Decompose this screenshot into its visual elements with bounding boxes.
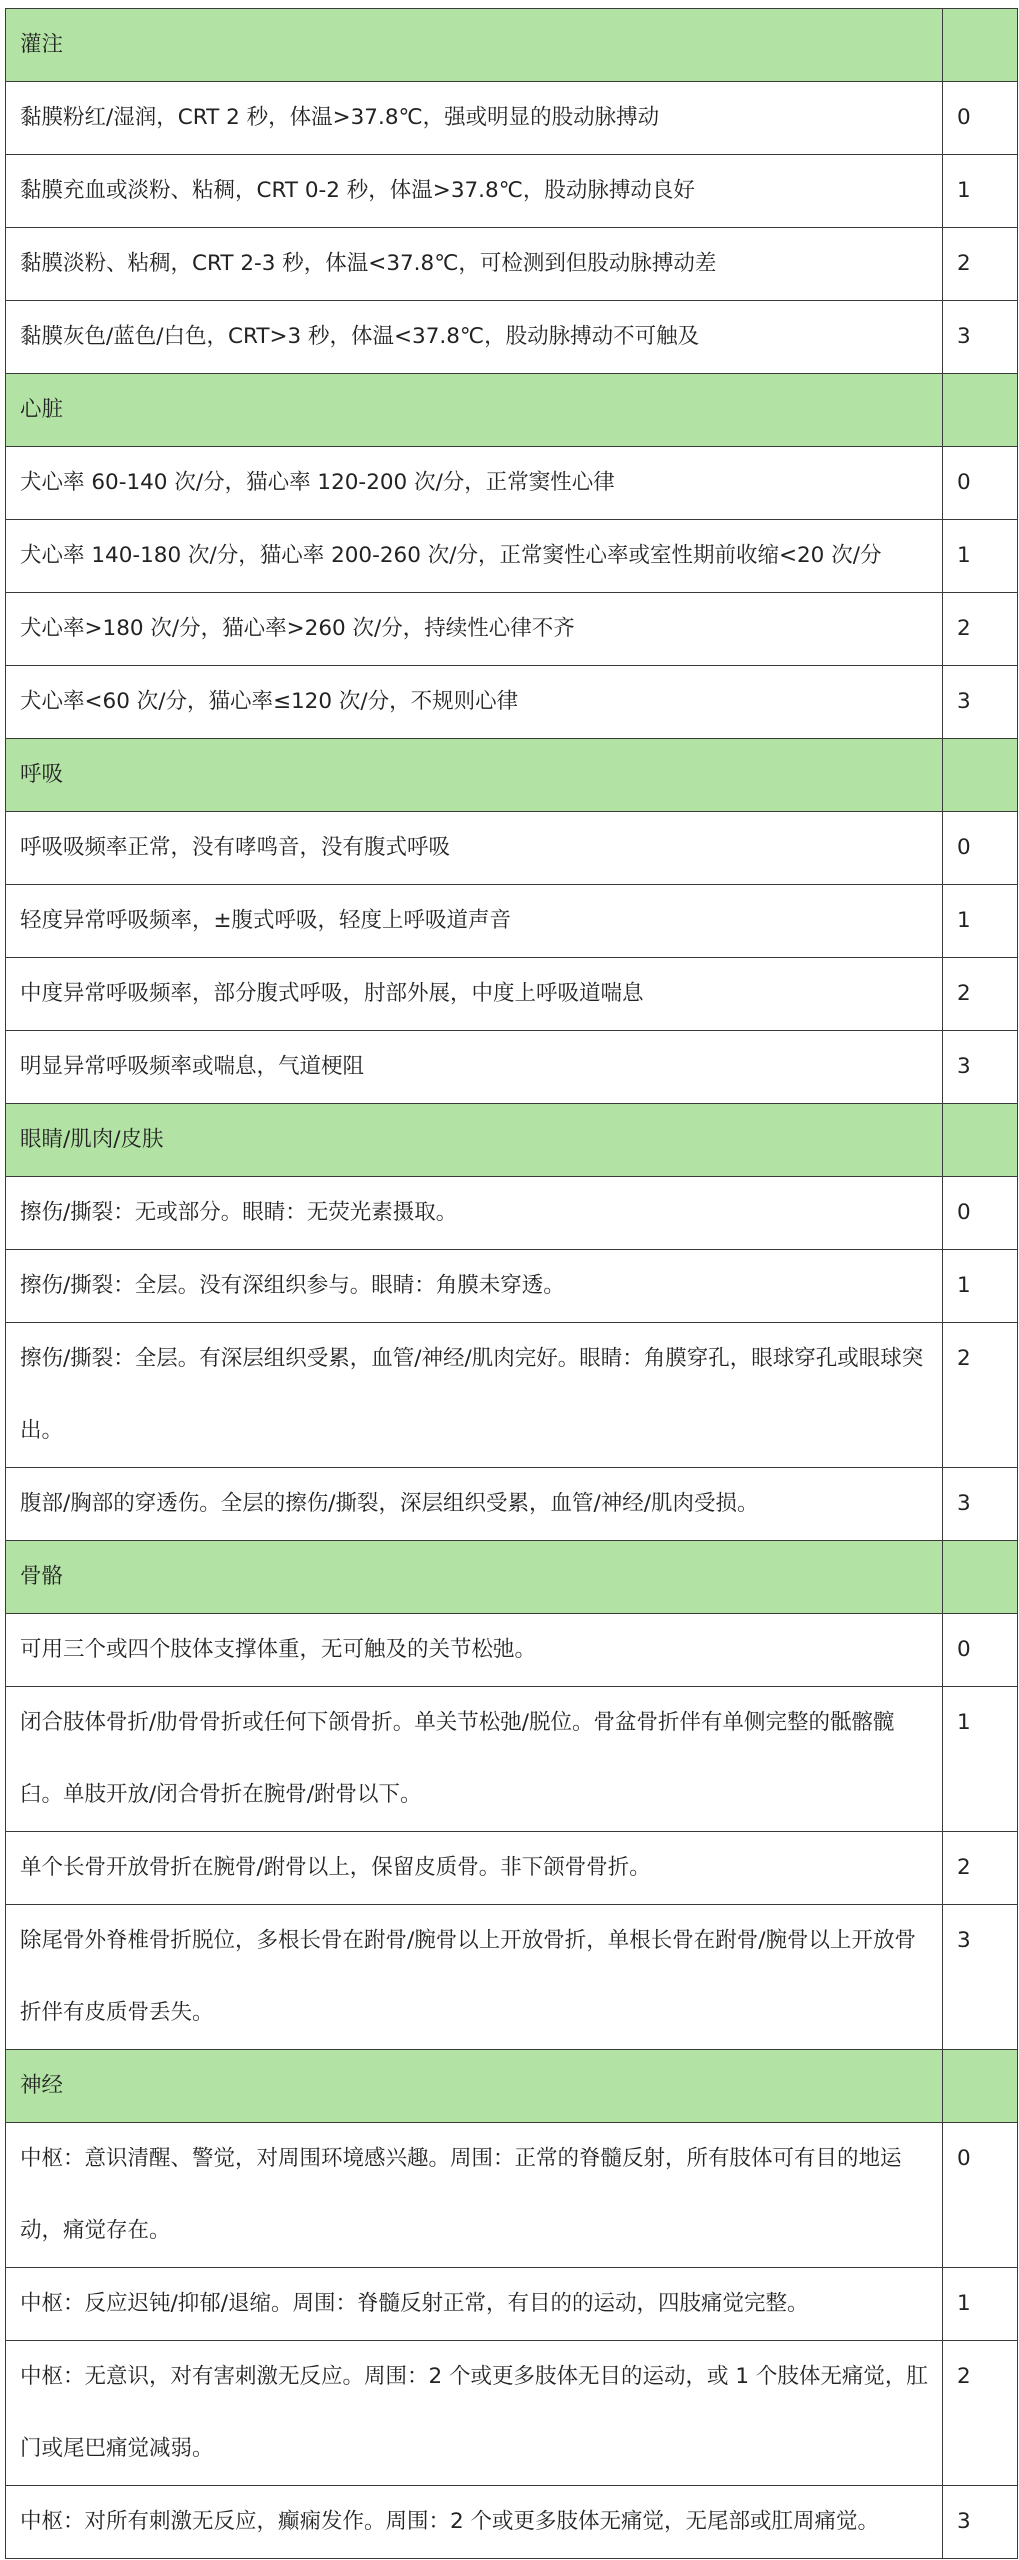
criteria-text: 犬心率 140-180 次/分，猫心率 200-260 次/分，正常窦性心率或室性期前收缩<20 次/分	[6, 520, 943, 593]
table-row	[6, 447, 1018, 520]
criteria-text: 犬心率>180 次/分，猫心率>260 次/分，持续性心律不齐	[6, 593, 943, 666]
criteria-text: 呼吸吸频率正常，没有哮鸣音，没有腹式呼吸	[6, 812, 943, 885]
section-header-row	[6, 739, 1018, 812]
criteria-text: 犬心率 60-140 次/分，猫心率 120-200 次/分，正常窦性心律	[6, 447, 943, 520]
table-row	[6, 2486, 1018, 2559]
section-header-score-cell	[943, 9, 1018, 82]
section-header-row	[6, 1104, 1018, 1177]
table-row	[6, 2123, 1018, 2268]
criteria-text: 中枢：对所有刺激无反应，癫痫发作。周围：2 个或更多肢体无痛觉，无尾部或肛周痛觉。	[6, 2486, 943, 2559]
criteria-text: 中枢：意识清醒、警觉，对周围环境感兴趣。周围：正常的脊髓反射，所有肢体可有目的地运动，痛觉存在。	[6, 2123, 943, 2268]
score-value: 2	[943, 593, 1018, 666]
table-row	[6, 1323, 1018, 1468]
score-value: 2	[943, 228, 1018, 301]
criteria-text: 黏膜粉红/湿润，CRT 2 秒，体温>37.8℃，强或明显的股动脉搏动	[6, 82, 943, 155]
section-title: 心脏	[6, 374, 943, 447]
section-title: 灌注	[6, 9, 943, 82]
section-title: 眼睛/肌肉/皮肤	[6, 1104, 943, 1177]
table-row	[6, 301, 1018, 374]
criteria-text: 除尾骨外脊椎骨折脱位，多根长骨在跗骨/腕骨以上开放骨折，单根长骨在跗骨/腕骨以上开放骨折伴有皮质骨丢失。	[6, 1905, 943, 2050]
score-value: 2	[943, 1323, 1018, 1468]
table-row	[6, 155, 1018, 228]
table-row	[6, 1614, 1018, 1687]
score-value: 1	[943, 1687, 1018, 1832]
table-row	[6, 82, 1018, 155]
score-value: 3	[943, 301, 1018, 374]
table-row	[6, 1468, 1018, 1541]
score-value: 0	[943, 812, 1018, 885]
table-row	[6, 1832, 1018, 1905]
section-title: 呼吸	[6, 739, 943, 812]
score-value: 0	[943, 1614, 1018, 1687]
table-body	[6, 9, 1018, 2559]
score-value: 1	[943, 885, 1018, 958]
score-value: 3	[943, 2486, 1018, 2559]
criteria-text: 腹部/胸部的穿透伤。全层的擦伤/撕裂，深层组织受累，血管/神经/肌肉受损。	[6, 1468, 943, 1541]
criteria-text: 中度异常呼吸频率，部分腹式呼吸，肘部外展，中度上呼吸道喘息	[6, 958, 943, 1031]
triage-score-table	[5, 8, 1018, 2559]
table-row	[6, 885, 1018, 958]
section-header-score-cell	[943, 739, 1018, 812]
criteria-text: 轻度异常呼吸频率，±腹式呼吸，轻度上呼吸道声音	[6, 885, 943, 958]
criteria-text: 黏膜淡粉、粘稠，CRT 2-3 秒，体温<37.8℃，可检测到但股动脉搏动差	[6, 228, 943, 301]
criteria-text: 中枢：反应迟钝/抑郁/退缩。周围：脊髓反射正常，有目的的运动，四肢痛觉完整。	[6, 2268, 943, 2341]
section-title: 神经	[6, 2050, 943, 2123]
section-title: 骨骼	[6, 1541, 943, 1614]
score-value: 0	[943, 1177, 1018, 1250]
criteria-text: 可用三个或四个肢体支撑体重，无可触及的关节松弛。	[6, 1614, 943, 1687]
section-header-score-cell	[943, 1104, 1018, 1177]
score-value: 1	[943, 520, 1018, 593]
section-header-score-cell	[943, 2050, 1018, 2123]
section-header-row	[6, 1541, 1018, 1614]
criteria-text: 闭合肢体骨折/肋骨骨折或任何下颌骨折。单关节松弛/脱位。骨盆骨折伴有单侧完整的骶髂髋臼。单肢开放/闭合骨折在腕骨/跗骨以下。	[6, 1687, 943, 1832]
criteria-text: 擦伤/撕裂：全层。没有深组织参与。眼睛：角膜未穿透。	[6, 1250, 943, 1323]
score-value: 1	[943, 2268, 1018, 2341]
table-row	[6, 666, 1018, 739]
score-value: 2	[943, 2341, 1018, 2486]
criteria-text: 擦伤/撕裂：无或部分。眼睛：无荧光素摄取。	[6, 1177, 943, 1250]
score-value: 0	[943, 447, 1018, 520]
score-value: 2	[943, 1832, 1018, 1905]
table-row	[6, 1905, 1018, 2050]
criteria-text: 黏膜灰色/蓝色/白色，CRT>3 秒，体温<37.8℃，股动脉搏动不可触及	[6, 301, 943, 374]
table-row	[6, 1177, 1018, 1250]
criteria-text: 擦伤/撕裂：全层。有深层组织受累，血管/神经/肌肉完好。眼睛：角膜穿孔，眼球穿孔或眼球突出。	[6, 1323, 943, 1468]
table-row	[6, 2268, 1018, 2341]
section-header-row	[6, 374, 1018, 447]
table-row	[6, 958, 1018, 1031]
score-value: 3	[943, 666, 1018, 739]
table-row	[6, 1031, 1018, 1104]
section-header-row	[6, 9, 1018, 82]
criteria-text: 单个长骨开放骨折在腕骨/跗骨以上，保留皮质骨。非下颌骨骨折。	[6, 1832, 943, 1905]
score-value: 2	[943, 958, 1018, 1031]
score-value: 1	[943, 155, 1018, 228]
criteria-text: 黏膜充血或淡粉、粘稠，CRT 0-2 秒，体温>37.8℃，股动脉搏动良好	[6, 155, 943, 228]
score-value: 0	[943, 82, 1018, 155]
table-row	[6, 1687, 1018, 1832]
section-header-row	[6, 2050, 1018, 2123]
criteria-text: 中枢：无意识，对有害刺激无反应。周围：2 个或更多肢体无目的运动，或 1 个肢体无痛觉，肛门或尾巴痛觉减弱。	[6, 2341, 943, 2486]
table-row	[6, 593, 1018, 666]
score-value: 3	[943, 1468, 1018, 1541]
table-row	[6, 2341, 1018, 2486]
table-row	[6, 812, 1018, 885]
score-value: 1	[943, 1250, 1018, 1323]
table-row	[6, 1250, 1018, 1323]
criteria-text: 明显异常呼吸频率或喘息，气道梗阻	[6, 1031, 943, 1104]
score-value: 3	[943, 1031, 1018, 1104]
score-value: 3	[943, 1905, 1018, 2050]
table-row	[6, 520, 1018, 593]
criteria-text: 犬心率<60 次/分，猫心率≤120 次/分，不规则心律	[6, 666, 943, 739]
section-header-score-cell	[943, 1541, 1018, 1614]
section-header-score-cell	[943, 374, 1018, 447]
table-row	[6, 228, 1018, 301]
score-value: 0	[943, 2123, 1018, 2268]
